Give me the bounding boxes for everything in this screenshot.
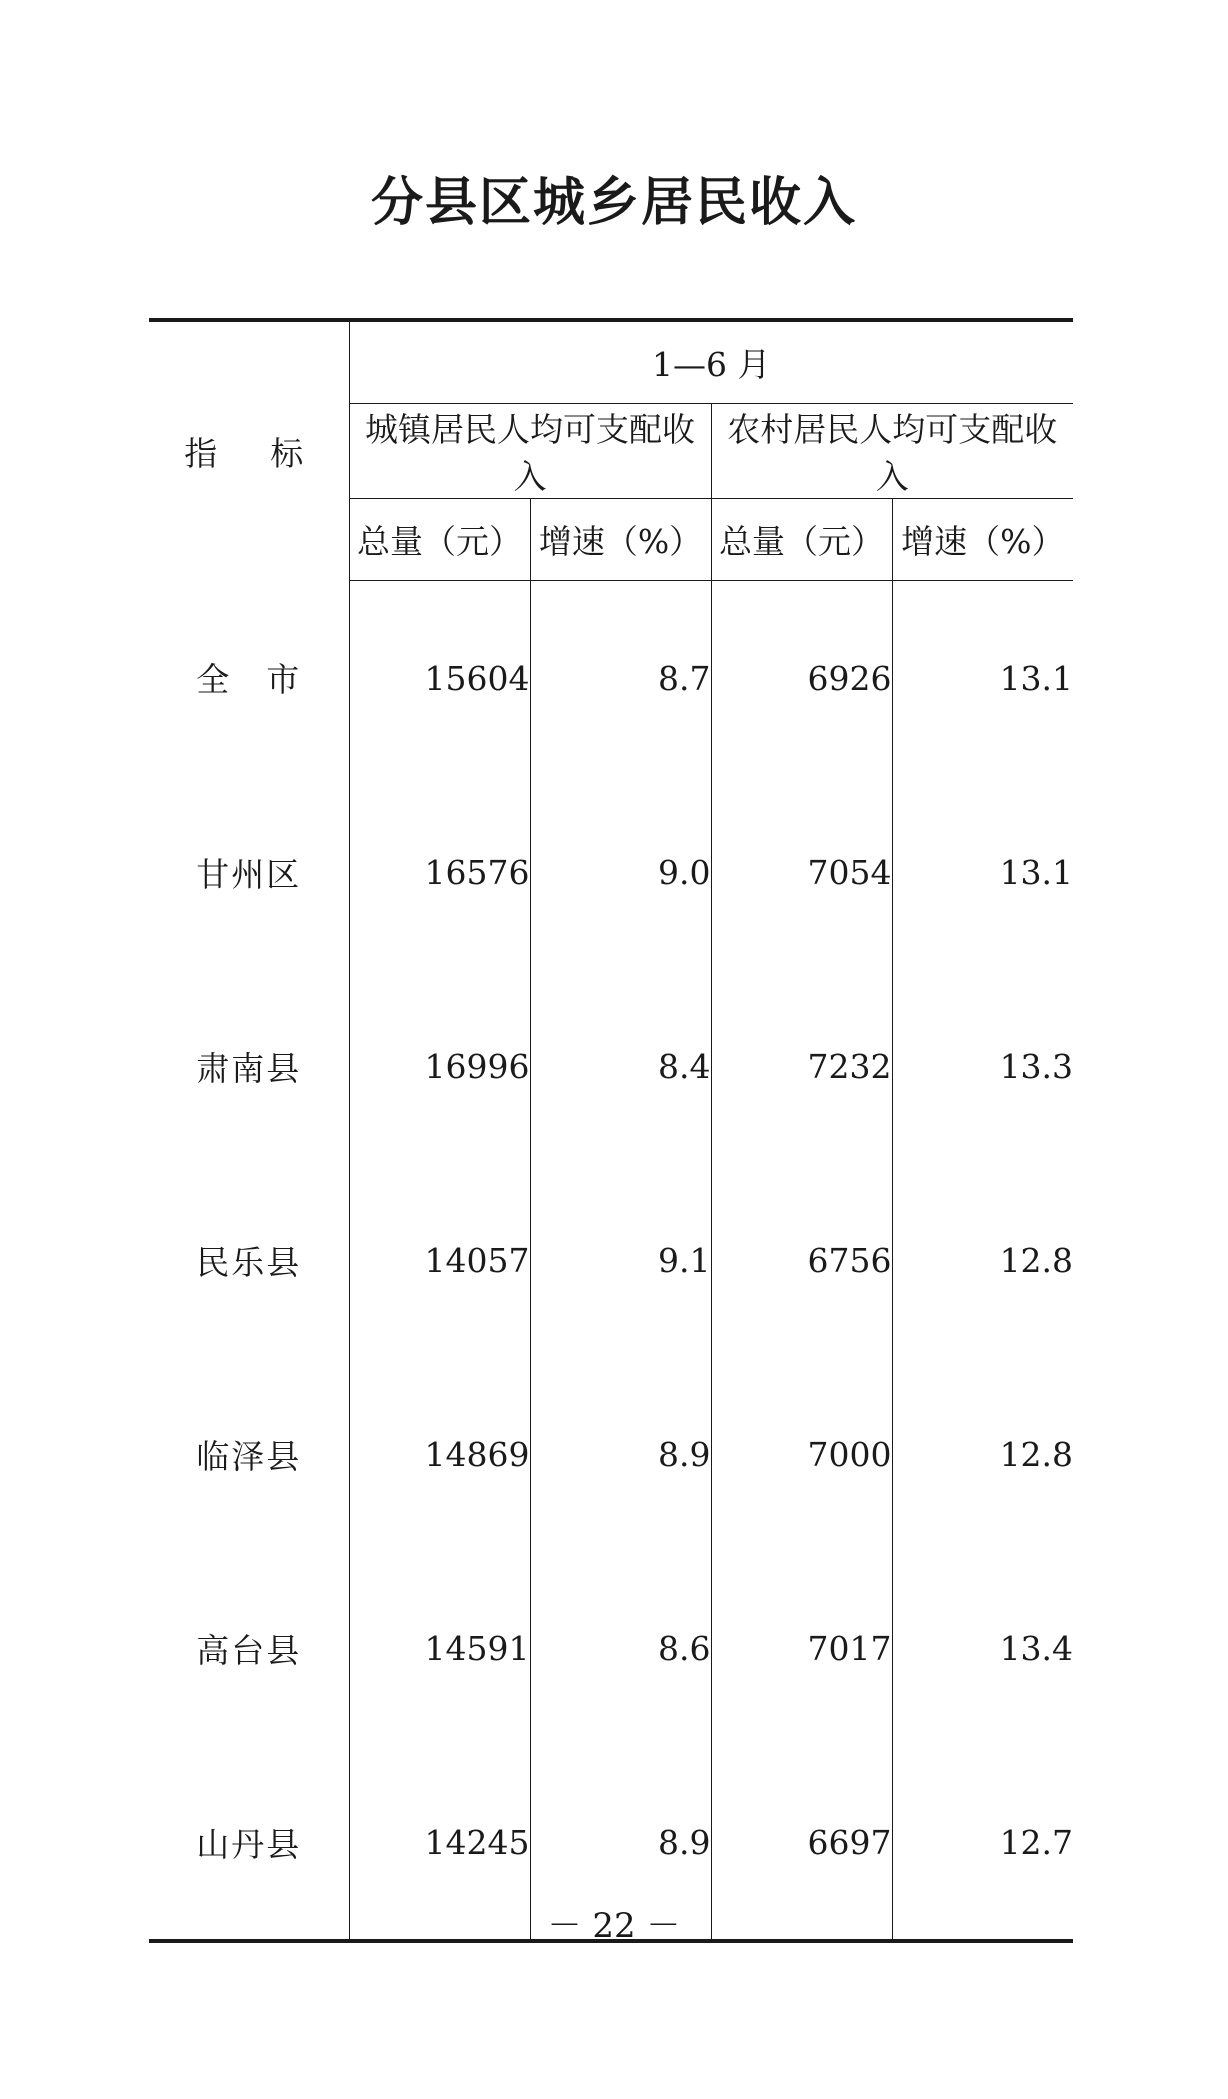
table-row <box>149 1551 1073 1745</box>
rural-total-cell: 7017 <box>711 1551 892 1745</box>
rural-total-header: 总量（元） <box>711 499 892 581</box>
table-header <box>149 320 1073 581</box>
rural-growth-cell: 12.8 <box>892 1163 1073 1357</box>
table-row <box>149 1163 1073 1357</box>
table-row <box>149 969 1073 1163</box>
rural-growth-header: 增速（%） <box>892 499 1073 581</box>
table-row <box>149 581 1073 776</box>
rural-growth-cell: 13.1 <box>892 581 1073 776</box>
region-name: 甘州区 <box>196 854 302 894</box>
urban-total-cell: 14245 <box>349 1745 530 1941</box>
urban-growth-cell: 8.9 <box>530 1357 711 1551</box>
income-table <box>149 318 1073 1943</box>
rural-total-cell: 6926 <box>711 581 892 776</box>
urban-growth-cell: 9.0 <box>530 775 711 969</box>
urban-total-cell: 14869 <box>349 1357 530 1551</box>
rural-income-header: 农村居民人均可支配收入 <box>711 404 1073 499</box>
rural-total-cell: 6756 <box>711 1163 892 1357</box>
region-name: 山丹县 <box>196 1824 302 1864</box>
rural-growth-cell: 13.1 <box>892 775 1073 969</box>
table-row <box>149 775 1073 969</box>
urban-growth-cell: 9.1 <box>530 1163 711 1357</box>
rural-total-cell: 7232 <box>711 969 892 1163</box>
region-name: 民乐县 <box>196 1242 302 1282</box>
rural-total-cell: 6697 <box>711 1745 892 1941</box>
urban-growth-cell: 8.7 <box>530 581 711 776</box>
urban-total-header: 总量（元） <box>349 499 530 581</box>
urban-growth-cell: 8.6 <box>530 1551 711 1745</box>
urban-growth-cell: 8.9 <box>530 1745 711 1941</box>
rural-growth-cell: 12.7 <box>892 1745 1073 1941</box>
table-row <box>149 1357 1073 1551</box>
region-name: 肃南县 <box>196 1048 302 1088</box>
income-table-container <box>149 318 1073 1943</box>
region-name: 全 市 <box>196 660 302 700</box>
rural-growth-cell: 13.3 <box>892 969 1073 1163</box>
period-header: 1—6 月 <box>349 320 1073 404</box>
page-number: － 22 － <box>547 1906 681 1946</box>
page-title: 分县区城乡居民收入 <box>370 173 857 233</box>
table-body <box>149 581 1073 1942</box>
rural-total-cell: 7054 <box>711 775 892 969</box>
urban-total-cell: 15604 <box>349 581 530 776</box>
region-name: 高台县 <box>196 1630 302 1670</box>
urban-growth-header: 增速（%） <box>530 499 711 581</box>
urban-total-cell: 14057 <box>349 1163 530 1357</box>
urban-total-cell: 14591 <box>349 1551 530 1745</box>
index-header: 指 标 <box>184 433 314 473</box>
rural-total-cell: 7000 <box>711 1357 892 1551</box>
urban-growth-cell: 8.4 <box>530 969 711 1163</box>
urban-total-cell: 16996 <box>349 969 530 1163</box>
rural-growth-cell: 12.8 <box>892 1357 1073 1551</box>
rural-growth-cell: 13.4 <box>892 1551 1073 1745</box>
region-name: 临泽县 <box>196 1436 302 1476</box>
urban-total-cell: 16576 <box>349 775 530 969</box>
urban-income-header: 城镇居民人均可支配收入 <box>349 404 711 499</box>
